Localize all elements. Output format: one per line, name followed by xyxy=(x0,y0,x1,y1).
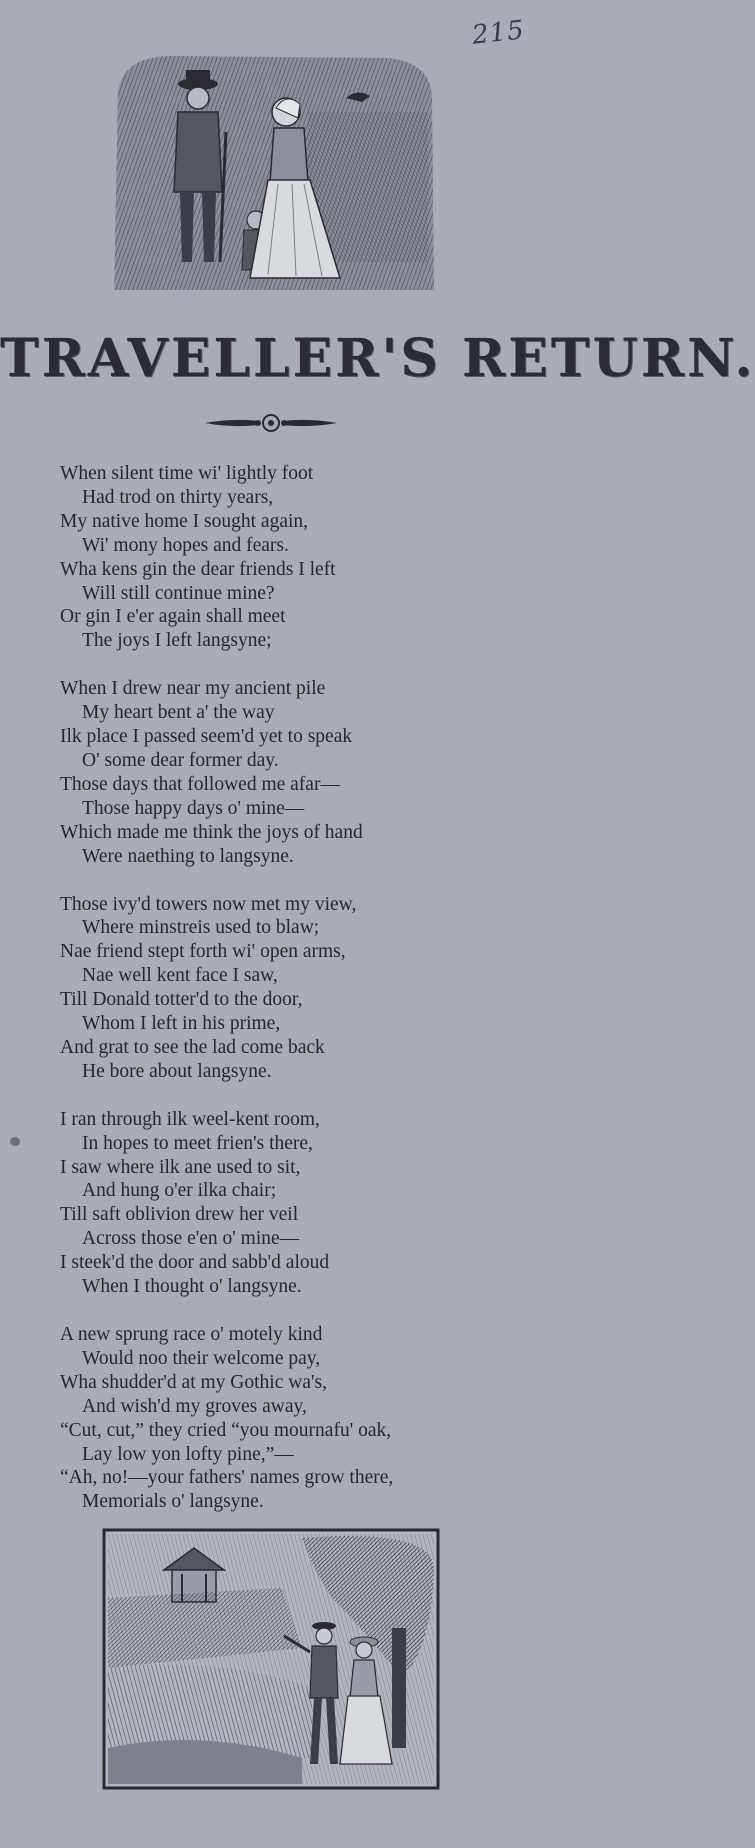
stanza xyxy=(60,1323,530,1514)
verse-line: I ran through ilk weel-kent room, xyxy=(60,1108,320,1130)
ballad-title: TRAVELLER'S RETURN. xyxy=(0,328,755,389)
stanza xyxy=(60,893,530,1084)
ornament-divider-icon xyxy=(203,412,339,434)
verse-line: Those happy days o' mine— xyxy=(82,797,305,819)
woodcut-illustration-top xyxy=(108,52,438,304)
verse-line: Ilk place I passed seem'd yet to speak xyxy=(60,726,353,748)
verse-line: Whom I left in his prime, xyxy=(82,1013,281,1035)
verse-line: Lay low yon lofty pine,”— xyxy=(82,1443,294,1465)
verse-line: I steek'd the door and sabb'd aloud xyxy=(60,1252,330,1274)
verse-line: Across those e'en o' mine— xyxy=(82,1228,300,1250)
woodcut-illustration-bottom xyxy=(102,1528,440,1790)
verse-line: Which made me think the joys of hand xyxy=(60,821,363,843)
verse-line: A new sprung race o' motely kind xyxy=(60,1324,323,1345)
verse-line: O' some dear former day. xyxy=(82,749,279,771)
verse-line: Where minstreis used to blaw; xyxy=(82,917,320,939)
verse-line: “Cut, cut,” they cried “you mournafu' oak, xyxy=(60,1419,392,1441)
poem-body xyxy=(60,462,530,1538)
stanza xyxy=(60,1108,530,1299)
verse-line: Till saft oblivion drew her veil xyxy=(60,1204,299,1226)
ink-smudge xyxy=(10,1137,20,1146)
verse-line: And wish'd my groves away, xyxy=(82,1395,307,1417)
verse-line: Were naething to langsyne. xyxy=(82,845,294,867)
verse-line: In hopes to meet frien's there, xyxy=(82,1132,313,1154)
verse-line: Wha kens gin the dear friends I left xyxy=(60,558,336,580)
verse-line: And hung o'er ilka chair; xyxy=(82,1180,277,1202)
verse-line: Would noo their welcome pay, xyxy=(82,1347,321,1369)
verse-line: He bore about langsyne. xyxy=(82,1060,272,1082)
verse-line: When silent time wi' lightly foot xyxy=(60,463,314,484)
verse-line: Nae friend stept forth wi' open arms, xyxy=(60,941,346,963)
verse-line: Or gin I e'er again shall meet xyxy=(60,606,286,628)
verse-line: My native home I sought again, xyxy=(60,510,309,532)
verse-line: Those ivy'd towers now met my view, xyxy=(60,893,357,915)
verse-line: The joys I left langsyne; xyxy=(82,630,272,652)
verse-line: Nae well kent face I saw, xyxy=(82,965,278,987)
verse-line: When I thought o' langsyne. xyxy=(82,1276,302,1298)
verse-line: “Ah, no!—your fathers' names grow there, xyxy=(60,1467,394,1489)
verse-line: And grat to see the lad come back xyxy=(60,1036,325,1058)
verse-line: Memorials o' langsyne. xyxy=(82,1491,264,1513)
verse-line: Till Donald totter'd to the door, xyxy=(60,989,303,1011)
verse-line: Had trod on thirty years, xyxy=(82,486,274,508)
stanza xyxy=(60,462,530,653)
verse-line: Wha shudder'd at my Gothic wa's, xyxy=(60,1371,327,1393)
verse-line: Those days that followed me afar— xyxy=(60,773,340,795)
stanza xyxy=(60,677,530,868)
verse-line: Wi' mony hopes and fears. xyxy=(82,534,289,556)
verse-line: My heart bent a' the way xyxy=(82,702,275,724)
verse-line: I saw where ilk ane used to sit, xyxy=(60,1156,301,1178)
verse-line: When I drew near my ancient pile xyxy=(60,678,326,700)
handwritten-page-number: 215 xyxy=(470,15,527,51)
verse-line: Will still continue mine? xyxy=(82,582,275,604)
